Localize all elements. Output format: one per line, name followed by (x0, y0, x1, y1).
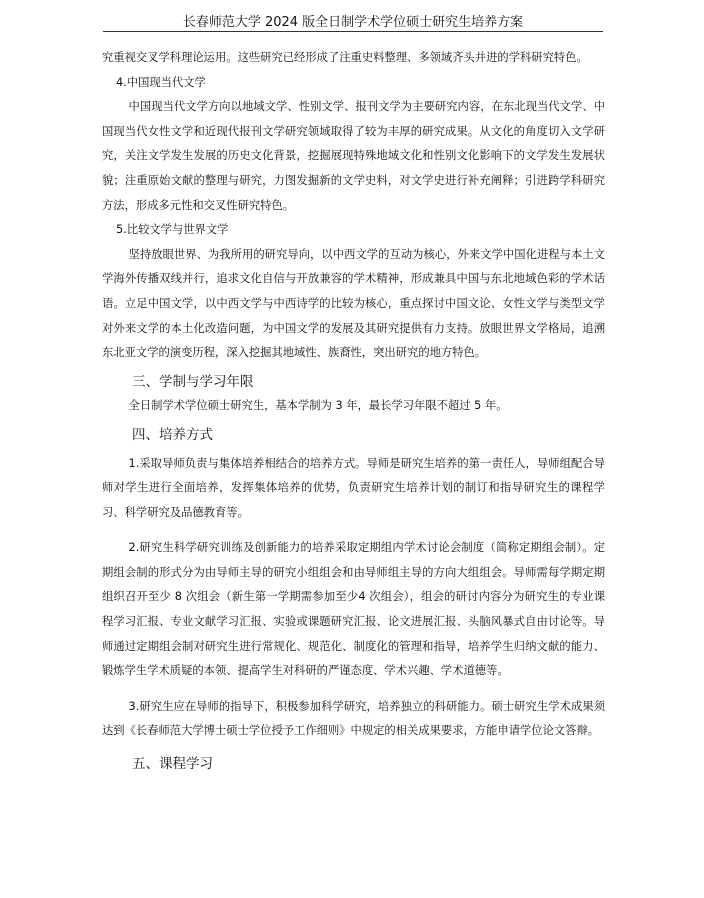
paragraph-continued: 究重视交叉学科理论运用。这些研究已经形成了注重史料整理、多领域齐头并进的学科研究特色。 (102, 51, 588, 64)
document-body (102, 46, 605, 777)
section-heading-schooling-length: 三、学制与学习年限 (132, 373, 254, 390)
section-heading-course-study: 五、课程学习 (132, 756, 213, 773)
training-mode-item-1: 1.采取导师负责与集体培养相结合的培养方式。导师是研究生培养的第一责任人，导师组配合导师对学生进行全面培养，发挥集体培养的优势，负责研究生培养计划的制订和指导研究生的课程学习、科学研究及品德教育等。 (102, 456, 605, 519)
page-header-title: 长春师范大学 2024 版全日制学术学位硕士研究生培养方案 (182, 15, 524, 30)
paragraph-schooling-length: 全日制学术学位硕士研究生，基本学制为 3 年，最长学习年限不超过 5 年。 (128, 399, 508, 413)
header-divider (103, 31, 603, 32)
paragraph-comparative-literature: 坚持放眼世界、为我所用的研究导向，以中西文学的互动为核心，外来文学中国化进程与本土文学海外传播双线并行，追求文化自信与开放兼容的学术精神，形成兼具中国与东北地域色彩的学术话语。立足中国文学，以中西文学与中西诗学的比较为核心，重点探讨中国文论、女性文学与类型文学对外来文学的本土化改造问题，为中国文学的发展及其研究提供有力支持。放眼世界文学格局，追溯东北亚文学的演变历程，深入挖掘其地域性、族裔性，突出研究的地方特色。 (102, 247, 605, 360)
paragraph-modern-literature: 中国现当代文学方向以地域文学、性别文学、报刊文学为主要研究内容，在东北现当代文学、中国现当代女性文学和近现代报刊文学研究领域取得了较为丰厚的研究成果。从文化的角度切入文学研究，关注文学发生发展的历史文化背景，挖掘展现特殊地域文化和性别文化影响下的文学发生发展状貌；注重原始文献的整理与研究，力图发掘新的文学史料，对文学史进行补充阐释；引进跨学科研究方法，形成多元性和交叉性研究特色。 (102, 100, 605, 212)
subsection-title-modern-literature: 4.中国现当代文学 (116, 75, 206, 89)
section-heading-training-mode: 四、培养方式 (132, 426, 213, 443)
training-mode-item-2: 2.研究生科学研究训练及创新能力的培养采取定期组内学术讨论会制度（简称定期组会制）。定期组会制的形式分为由导师主导的研究小组组会和由导师组主导的方向大组组会。导师需每学期定期组织召开至少 8 次组会（新生第一学期需参加至少4 次组会），组会的研讨内容分为研究生的专业课程学习汇报、专业文献学习汇报、实验或课题研究汇报、论文进展汇报、头脑风暴式自由讨论等。导师通过定期组会制对研究生进行常规化、规范化、制度化的管理和指导，培养学生归纳文献的能力、锻炼学生学术质疑的本领、提高学生对科研的严谨态度、学术兴趣、学术道德等。 (102, 541, 605, 678)
training-mode-item-3: 3.研究生应在导师的指导下，积极参加科学研究，培养独立的科研能力。硕士研究生学术成果须达到《长春师范大学博士硕士学位授予工作细则》中规定的相关成果要求，方能申请学位论文答辩。 (102, 699, 605, 738)
subsection-title-comparative-literature: 5.比较文学与世界文学 (116, 223, 229, 237)
